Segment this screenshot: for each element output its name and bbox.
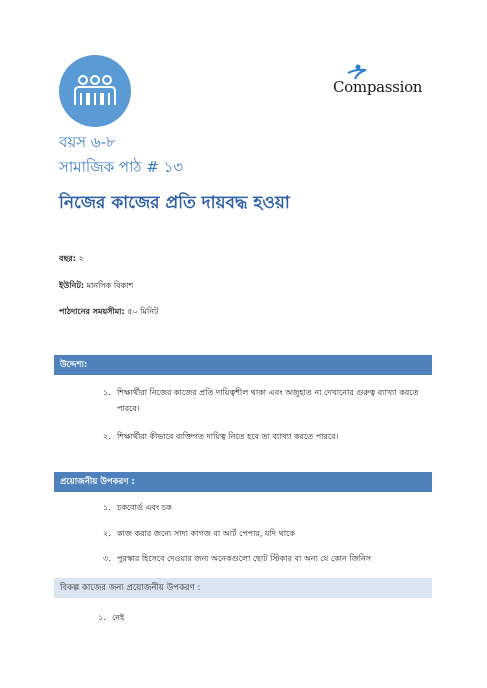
item-text: পুরস্কার হিসেবে দেওয়ার জন্য অনেকগুলো ছোট স্টিকার বা অন্য যে কোন জিনিস [117,554,372,563]
list-item [103,429,338,445]
list-item [103,385,418,417]
materials-heading: প্রয়োজনীয় উপকরণ : [54,472,432,492]
alt-materials-heading: বিকল্প কাজের জন্য প্রয়োজনীয় উপকরণ : [54,578,432,598]
item-text: শিক্ষার্থীরা নিজের কাজের প্রতি দায়িত্বশীল থাকা এবং অজুহাত না দেখানোর গুরুত্ব ব্যাখ্যা করতে [117,388,419,397]
list-item [98,610,124,626]
list-item [103,551,371,567]
people-group-icon [59,55,131,127]
meta-year-label: বছর: [59,254,76,263]
list-item [103,526,295,542]
meta-duration-label: পাঠদানের সময়সীমা: [59,307,125,316]
item-text: শিক্ষার্থীরা কীভাবে ব্যক্তিগত দায়িত্ব নিতে হবে তা ব্যাখ্যা করতে পারবে। [117,432,339,441]
meta-unit-value: মানসিক বিকাশ [86,281,134,290]
family-logo [59,55,131,127]
list-item [103,500,172,516]
item-number: ২. [103,432,111,441]
meta-unit [59,280,133,293]
item-text-cont: পারবে। [117,404,140,413]
item-text: কাজ করার জন্যে সাদা কাগজ বা আর্ট পেপার, যদি থাকে [117,529,295,538]
item-text: নেই [112,613,125,622]
meta-duration [59,306,158,319]
item-number: ২. [103,529,111,538]
brand-name: Compassion [333,78,423,96]
item-number: ১. [98,613,106,622]
item-text: চকবোর্ড এবং চক [117,503,172,512]
objectives-heading: উদ্দেশ্য: [54,355,432,375]
lesson-number: সামাজিক পাঠ # ১৩ [59,158,184,176]
compassion-logo [333,64,433,104]
page-title: নিজের কাজের প্রতি দায়বদ্ধ হওয়া [59,193,290,213]
age-range: বয়স ৬-৮ [59,133,116,151]
meta-duration-value: ৫০ মিনিট [127,307,159,316]
item-number: ১. [103,503,111,512]
item-number: ৩. [103,554,111,563]
meta-year [59,253,84,266]
item-number: ১. [103,388,111,397]
meta-unit-label: ইউনিট: [59,281,85,290]
meta-year-value: ২ [78,254,84,263]
